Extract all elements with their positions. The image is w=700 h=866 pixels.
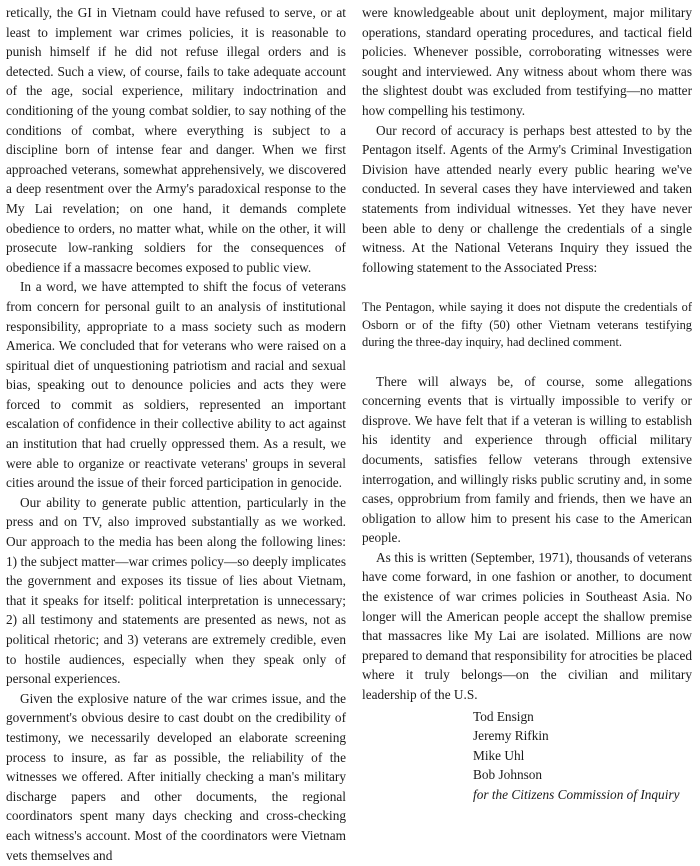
- paragraph: As this is written (September, 1971), thousands of veterans have come forward, in one fashion or another, to document the existence of war crimes policies in Southeast Asia. No longer will the American people accept the shallow premise that massacres like My Lai are isolated. Millions are now prepared to demand that responsibility for atrocities be placed where it truly belongs—on the civilian and military leadership of the U.S.: [362, 549, 692, 703]
- paragraph: Our record of accuracy is perhaps best attested to by the Pentagon itself. Agents of the Army's Criminal Investigation Division have attended nearly every public hearing we've conducted. In several cases they have interviewed and taken statements from individual witnesses. Yet they have never been able to deny or challenge the credentials of a single witness. At the National Veterans Inquiry they issued the following statement to the Associated Press:: [362, 122, 692, 275]
- signature-block: [362, 707, 692, 805]
- paragraph: were knowledgeable about unit deployment, major military operations, standard operating procedures, and tactical field policies. Whenever possible, corroborating witnesses were sought and interviewed. Any witness about whom there was the slightest doubt was excluded from testifying—no matter how compelling his testimony.: [362, 5, 692, 118]
- paragraph: In a word, we have attempted to shift the focus of veterans from concern for personal guilt to an analysis of institutional responsibility, appropriate to a mass society such as modern America. We concluded that for veterans who were raised on a spiritual diet of unquestioning patriotism and racial and sexual bias, speaking out to denounce policies and acts they were forced to commit as soldiers, represented an important escalation of confidence in their collective ability to act against an institution that had cruelly oppressed them. As a result, we were able to organize or reactivate veterans' groups in several cities around the issue of their forced participation in genocide.: [6, 279, 346, 491]
- paragraph: retically, the GI in Vietnam could have refused to serve, or at least to implement war crimes policies, it is reasonable to punish himself if he did not refuse illegal orders and is detected. Such a view, of course, fails to take adequate account of the age, social experience, military indoctrination and conditioning of the young combat soldier, to say nothing of the conditions of combat, where everything is subject to a discipline born of intense fear and danger. When we first approached veterans, somewhat apprehensively, we discovered a deep resentment over the Army's paradoxical response to the My Lai revelation; on one hand, it demands complete obedience to orders, no matter what, while on the other, it will prosecute low-ranking soldiers for the consequences of obedience if a massacre becomes exposed to public view.: [6, 5, 346, 275]
- block-quote: The Pentagon, while saying it does not dispute the credentials of Osborn or of the fifty (50) other Vietnam veterans testifying during the three-day inquiry, had declined comment.: [362, 300, 692, 350]
- signatory-name: Jeremy Rifkin: [473, 728, 549, 744]
- right-column: [362, 3, 692, 805]
- left-column: [6, 3, 346, 865]
- signatory-name: Tod Ensign: [473, 708, 534, 724]
- signatory-name: Bob Johnson: [473, 767, 543, 783]
- paragraph: There will always be, of course, some allegations concerning events that is virtually impossible to verify or disprove. We have felt that if a veteran is willing to establish his identity and experience through official military documents, satisfies fellow veterans through extensive interrogation, and willingly risks public scrutiny and, in some cases, opprobrium from family and friends, then we have an obligation to allow him to present his case to the American people.: [362, 373, 692, 546]
- signatory-name: Mike Uhl: [473, 747, 525, 763]
- affiliation: for the Citizens Commission of Inquiry: [473, 787, 680, 802]
- paragraph: Our ability to generate public attention, particularly in the press and on TV, also improved substantially as we worked. Our approach to the media has been along the following lines: 1) the subject matter—war crimes policy—so deeply implicates the government and exposes its tissue of lies about Vietnam, that it speaks for itself: political interpretation is unnecessary; 2) all testimony and statements are presented as news, not as political rhetoric; and 3) veterans are extremely credible, even to hostile audiences, especially when they speak only of personal experiences.: [6, 494, 346, 687]
- paragraph: Given the explosive nature of the war crimes issue, and the government's obvious desire to cast doubt on the credibility of testimony, we necessarily developed an elaborate screening process to insure, as far as possible, the reliability of the witnesses we offered. After initially checking a man's military discharge papers and other documents, the regional coordinators spent many days checking and cross-checking each witness's account. Most of the coordinators were Vietnam vets themselves and: [6, 690, 346, 863]
